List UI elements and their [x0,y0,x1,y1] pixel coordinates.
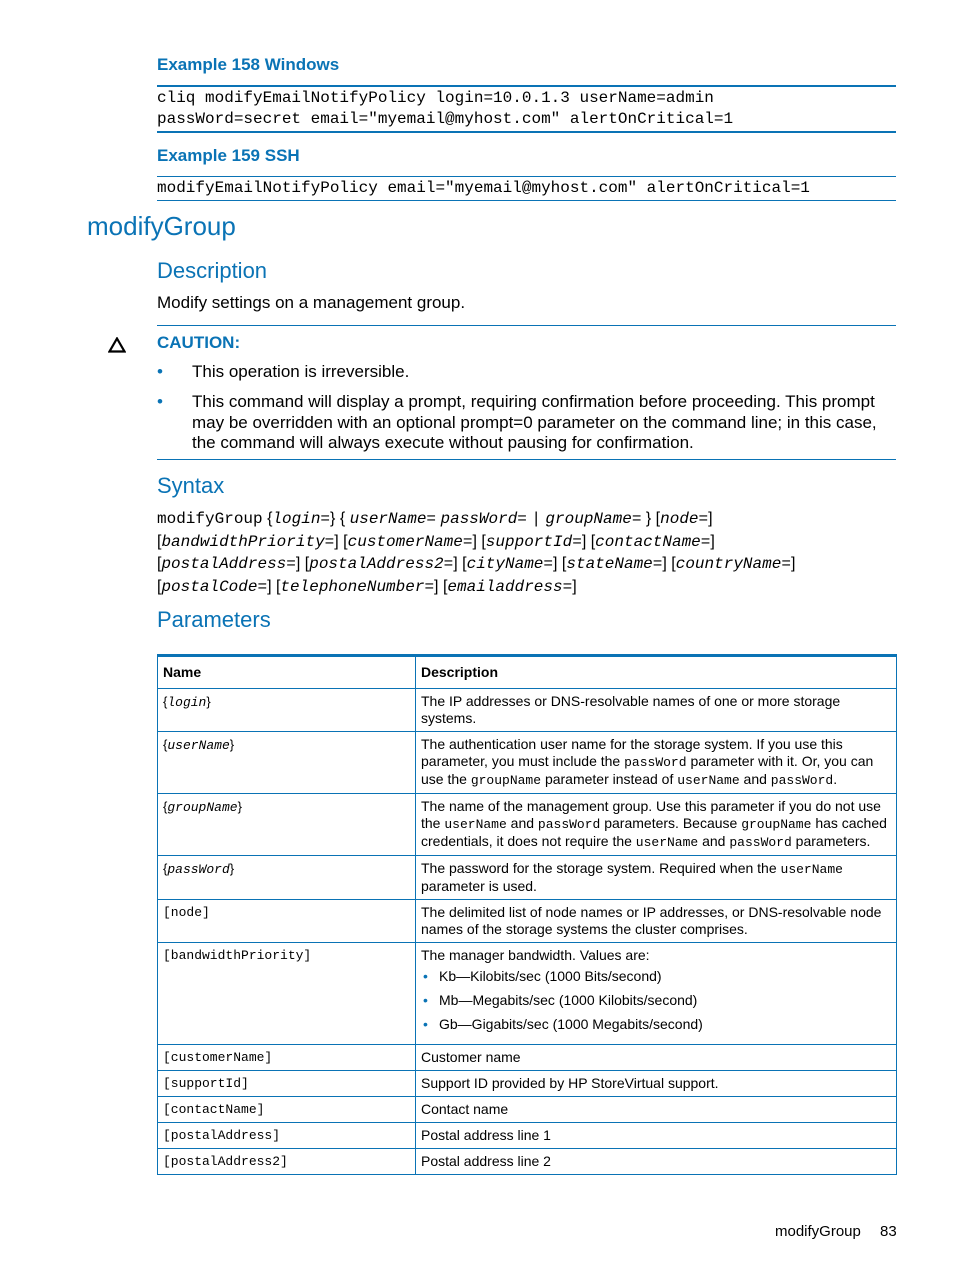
syntax-separator: | [531,510,541,528]
table-row [158,856,897,900]
param-name: [node] [158,900,416,943]
parameters-table [157,654,897,1175]
param-name: [supportId] [158,1071,416,1097]
param-description: Customer name [416,1045,897,1071]
footer-title: modifyGroup [775,1223,861,1240]
param-name: {userName} [158,732,416,794]
list-item [157,392,896,454]
syntax-param: postalCode= [161,577,268,596]
code-line: cliq modifyEmailNotifyPolicy login=10.0.1.3 userName=admin [157,89,714,107]
param-name: [customerName] [158,1045,416,1071]
syntax-param: stateName= [566,555,663,573]
section-title: modifyGroup [87,211,236,241]
syntax-param: node= [660,510,709,528]
syntax-command: modifyGroup [157,510,263,528]
list-item: • Kb—Kilobits/sec (1000 Bits/second) [421,968,891,985]
list-item: • Mb—Megabits/sec (1000 Kilobits/second) [421,992,891,1009]
table-row [158,732,897,794]
description-text: Modify settings on a management group. [157,293,466,312]
table-row [158,1045,897,1071]
list-item: • Gb—Gigabits/sec (1000 Megabits/second) [421,1016,891,1033]
table-row [158,1071,897,1097]
table-row [158,794,897,856]
syntax-param: contactName= [595,532,711,551]
table-row [158,943,897,1045]
table-row [158,900,897,943]
table-row [158,1097,897,1123]
syntax-param: supportId= [485,532,582,551]
list-item-text: This command will display a prompt, requiring confirmation before proceeding. This prompt may be overridden with an optional prompt=0 parameter on the command line; in this case, the command will always execute without pausing for confirmation. [192,392,877,452]
values-list [421,968,891,1033]
param-description: The IP addresses or DNS-resolvable names of one or more storage systems. [416,689,897,732]
syntax-param: userName= [349,510,437,528]
syntax-param: bandwidthPriority= [161,532,335,551]
code-line: modifyEmailNotifyPolicy email="myemail@myhost.com" alertOnCritical=1 [157,179,810,197]
syntax-param: countryName= [675,555,791,573]
param-name: {groupName} [158,794,416,856]
table-row [158,689,897,732]
column-header-name: Name [158,656,416,689]
warning-triangle-icon [108,337,126,358]
param-name: [bandwidthPriority] [158,943,416,1045]
column-header-description: Description [416,656,897,689]
syntax-param: passWord= [440,510,527,528]
syntax-heading: Syntax [157,473,225,498]
param-description: Contact name [416,1097,897,1123]
param-description: Postal address line 2 [416,1149,897,1175]
description-heading: Description [157,258,268,283]
caution-label: CAUTION: [157,333,241,352]
syntax-block: modifyGroup {login=} { userName= passWord= | groupName= } [node=] [bandwidthPriority=] [customerName=] [supportId=] [contactName=] [postalAddress=] [postalAddress2=] [cityName=] [stateName=] [countryName=] [postalCode=] [telephoneNumber=] [emailaddress=] [157,510,796,596]
syntax-param: cityName= [466,555,554,573]
param-name: [postalAddress2] [158,1149,416,1175]
param-description: The name of the management group. Use this parameter if you do not use the userName and passWord parameters. Because groupName has cached credentials, it does not require the userName and passWord parameters. [416,794,897,856]
caution-top-rule [157,325,896,326]
syntax-param: login= [272,510,331,528]
example-159-code [157,176,896,201]
param-description-text: The manager bandwidth. Values are: [421,947,650,963]
page-number: 83 [880,1223,897,1240]
caution-bottom-rule [157,459,896,460]
param-description: The authentication user name for the storage system. If you use this parameter, you must include the passWord parameter with it. Or, you can use the groupName parameter instead of userName and passWord. [416,732,897,794]
parameters-heading: Parameters [157,607,271,632]
example-159-title: Example 159 SSH [157,146,300,165]
bullet-icon: • [157,362,163,381]
param-name: [postalAddress] [158,1123,416,1149]
example-158-code [157,85,896,133]
code-line: passWord=secret email="myemail@myhost.com" alertOnCritical=1 [157,110,734,128]
param-name: [contactName] [158,1097,416,1123]
syntax-param: groupName= [545,510,642,528]
param-name: {login} [158,689,416,732]
syntax-param: postalAddress2= [309,555,454,573]
syntax-param: customerName= [347,532,473,551]
list-item [157,362,896,383]
table-row [158,1123,897,1149]
table-row [158,1149,897,1175]
table-header-row [158,656,897,689]
example-158-title: Example 158 Windows [157,55,340,74]
param-name: {passWord} [158,856,416,900]
bullet-icon: • [157,392,163,411]
param-description: The delimited list of node names or IP addresses, or DNS-resolvable node names of the storage systems the cluster comprises. [416,900,897,943]
param-description: The password for the storage system. Required when the userName parameter is used. [416,856,897,900]
param-description [416,943,897,1045]
syntax-param: emailaddress= [447,577,573,596]
param-description: Support ID provided by HP StoreVirtual support. [416,1071,897,1097]
param-description: Postal address line 1 [416,1123,897,1149]
list-item-text: This operation is irreversible. [192,362,410,381]
syntax-param: telephoneNumber= [280,577,435,596]
syntax-param: postalAddress= [161,555,296,573]
